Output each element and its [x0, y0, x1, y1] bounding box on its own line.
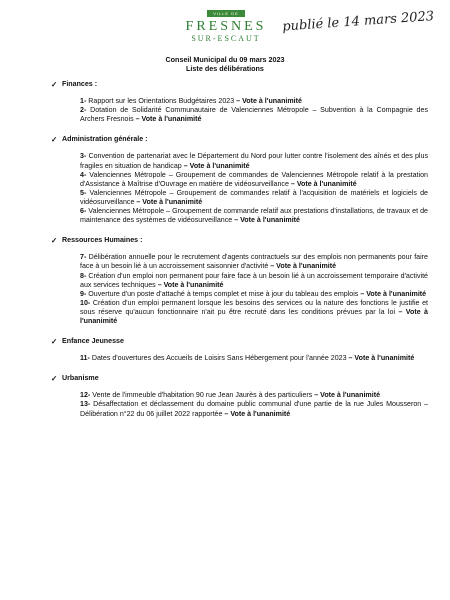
section-title: [51, 374, 428, 384]
deliberation-text: Dates d'ouvertures des Accueils de Loisirs Sans Hébergement pour l'année 2023: [89, 354, 349, 363]
deliberation-number: 10-: [80, 298, 91, 307]
deliberation-number: 11-: [80, 354, 90, 363]
vote-result: – Vote à l'unanimité: [234, 216, 300, 225]
document-title: Conseil Municipal du 09 mars 2023: [165, 55, 285, 64]
deliberation-number: 2-: [80, 106, 87, 115]
deliberation-item: [80, 400, 428, 418]
deliberation-item: [80, 354, 428, 363]
deliberation-item: [80, 97, 428, 106]
deliberation-text: Désaffectation et déclassement du domaine public communal d'une partie de la rue Jules Mousseron – Délibération n°22 du 06 juillet 2022 rapportée: [80, 400, 428, 418]
deliberation-item: [80, 253, 428, 271]
checkmark-icon: ✓: [51, 80, 58, 89]
vote-result: – Vote à l'unanimité: [80, 307, 428, 325]
deliberation-number: 13-: [80, 400, 91, 409]
deliberation-item: [80, 299, 428, 326]
checkmark-icon: ✓: [51, 374, 58, 384]
section-title: [51, 236, 428, 246]
vote-result: – Vote à l'unanimité: [224, 409, 291, 418]
deliberation-number: 3-: [80, 152, 87, 161]
section-title: [51, 135, 428, 145]
checkmark-icon: ✓: [51, 135, 58, 145]
logo-main-text: FRESNES: [185, 19, 267, 34]
vote-result: – Vote à l'unanimité: [136, 197, 203, 206]
deliberation-text: Rapport sur les Orientations Budgétaires 2023: [86, 97, 237, 106]
deliberation-text: Convention de partenariat avec le Département du Nord pour lutter contre l'isolement des aînés et des plus fragiles en situation de handicap: [80, 152, 428, 170]
deliberation-text: Vente de l'immeuble d'habitation 90 rue Jean Jaurès à des particuliers: [90, 391, 315, 400]
deliberation-text: Délibération annuelle pour le recrutement d'agents contractuels sur des emplois non permanents pour faire face à un besoin lié à un accroissement saisonnier d'activité: [80, 253, 428, 271]
deliberation-item: [80, 189, 428, 207]
deliberation-item: [80, 152, 428, 170]
deliberation-text: Création d'un emploi permanent lorsque les besoins des services ou la nature des fonctions le justifie et sous réserve qu'aucun fonctionnaire n'ait pu être recruté dans les conditions prévues par la loi: [80, 298, 428, 316]
document-subtitle: Liste des délibérations: [186, 64, 264, 73]
section-title: [51, 80, 428, 89]
vote-result: – Vote à l'unanimité: [348, 354, 415, 363]
deliberation-item: [80, 272, 428, 290]
deliberation-text: Valenciennes Métropole – Groupement de commandes de Valenciennes Métropole relatif à la prestation d'Assistance à Maîtrise d'Ouvrage en matière de vidéosurveillance: [80, 170, 428, 188]
deliberation-number: 4-: [80, 170, 87, 179]
vote-result: – Vote à l'unanimité: [157, 280, 224, 289]
section-title-text: Finances :: [62, 80, 98, 88]
section-title-text: Urbanisme: [62, 374, 99, 383]
deliberation-text: Valenciennes Métropole – Groupement de commande relatif aux prestations d'installations, de travaux et de maintenance des systèmes de vidéosurveillance: [80, 207, 428, 225]
document-header: [0, 55, 450, 73]
section-title-text: Ressources Humaines :: [62, 236, 143, 245]
deliberation-number: 12-: [80, 391, 91, 400]
deliberation-number: 5-: [80, 188, 87, 197]
deliberation-item: [80, 290, 428, 299]
section: [51, 374, 428, 418]
deliberation-item: [80, 391, 428, 400]
deliberations-list: [51, 80, 428, 430]
deliberation-text: Ouverture d'un poste d'attaché à temps complet et mise à jour du tableau des emplois: [86, 289, 361, 298]
deliberation-number: 9-: [80, 289, 87, 298]
deliberation-item: [80, 171, 428, 189]
deliberation-number: 6-: [80, 207, 87, 216]
section: [51, 80, 428, 124]
vote-result: – Vote à l'unanimité: [314, 391, 381, 400]
vote-result: – Vote à l'unanimité: [236, 97, 302, 106]
logo-band: VILLE DE: [207, 10, 245, 17]
section: [51, 236, 428, 326]
handwritten-publication-note: publié le 14 mars 2023: [281, 9, 435, 35]
deliberation-number: 8-: [80, 271, 87, 280]
vote-result: – Vote à l'unanimité: [290, 179, 357, 188]
deliberation-text: Création d'un emploi non permanent pour faire face à un besoin lié à un accroissement temporaire d'activité aux services techniques: [80, 271, 428, 289]
vote-result: – Vote à l'unanimité: [360, 289, 427, 298]
checkmark-icon: ✓: [51, 337, 58, 347]
vote-result: – Vote à l'unanimité: [183, 161, 250, 170]
section-title-text: Enfance Jeunesse: [62, 337, 124, 346]
deliberation-number: 1-: [80, 97, 87, 106]
vote-result: – Vote à l'unanimité: [270, 262, 337, 271]
section-title-text: Administration générale :: [62, 135, 148, 144]
section-title: [51, 337, 428, 347]
deliberation-number: 7-: [80, 253, 87, 262]
vote-result: – Vote à l'unanimité: [135, 115, 202, 124]
deliberation-item: [80, 106, 428, 124]
section: [51, 337, 428, 363]
deliberation-text: Dotation de Solidarité Communautaire de Valenciennes Métropole – Subvention à la Compagnie des Archers Fresnois: [80, 106, 428, 124]
logo-sub-text: SUR-ESCAUT: [191, 34, 261, 43]
deliberation-item: [80, 207, 428, 225]
town-logo: [178, 2, 274, 43]
checkmark-icon: ✓: [51, 236, 58, 246]
section: [51, 135, 428, 225]
deliberation-text: Valenciennes Métropole – Groupement de commandes relatif à l'acquisition de matériels et logiciels de vidéosurveillance: [80, 188, 428, 206]
